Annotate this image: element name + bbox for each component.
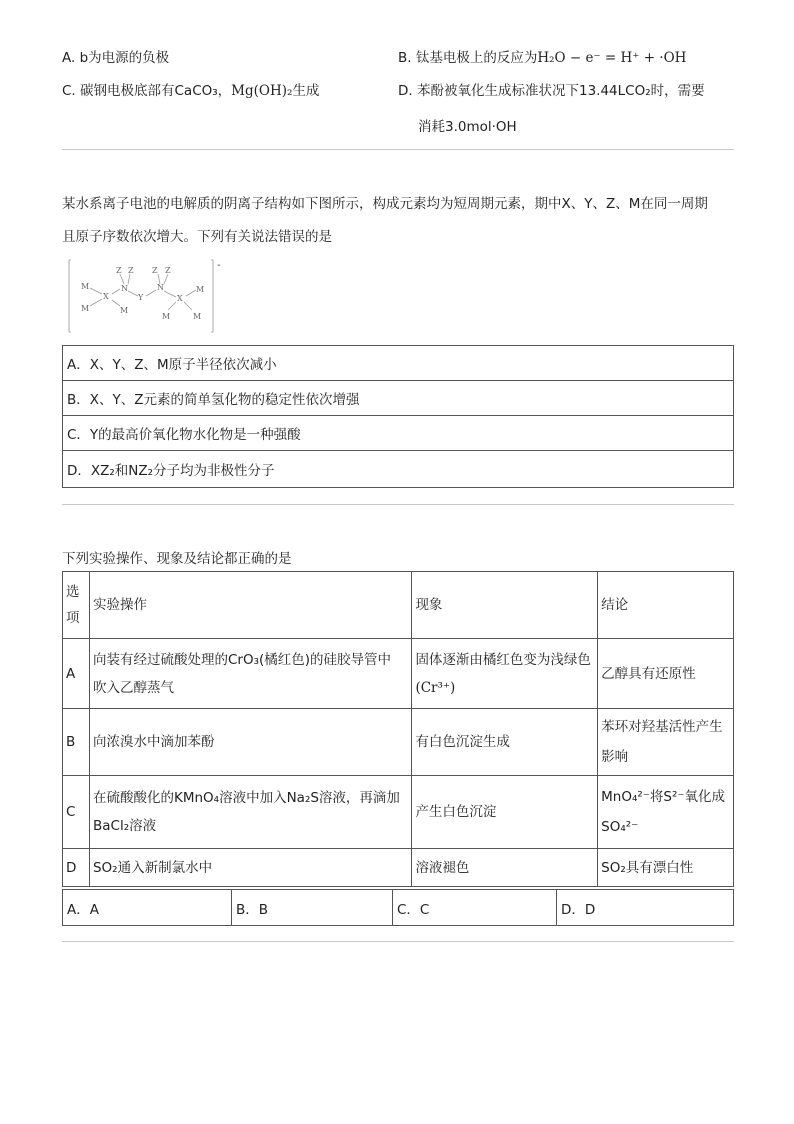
atom-x2: X bbox=[177, 294, 183, 303]
q3-option-c[interactable]: C．C bbox=[393, 890, 557, 925]
row-b-phenomenon: 有白色沉淀生成 bbox=[412, 709, 598, 776]
atom-z3: Z bbox=[152, 266, 158, 275]
atom-n2: N bbox=[157, 283, 164, 292]
row-a-option: A bbox=[63, 639, 90, 709]
atom-z2: Z bbox=[128, 266, 134, 275]
table-row bbox=[63, 709, 734, 776]
q1-option-b bbox=[398, 46, 686, 66]
row-a-phenomenon bbox=[412, 639, 598, 709]
q3-stem: 下列实验操作、现象及结论都正确的是 bbox=[62, 551, 292, 567]
q1-option-c bbox=[62, 79, 319, 99]
table-row bbox=[63, 849, 734, 887]
atom-m3: M bbox=[196, 285, 205, 294]
row-c-conclusion: MnO₄²⁻将S²⁻氧化成SO₄²⁻ bbox=[598, 776, 734, 849]
row-b-operation: 向浓溴水中滴加苯酚 bbox=[89, 709, 411, 776]
row-c-operation-line2: BaCl₂溶液 bbox=[92, 818, 157, 834]
q1-option-a: A. b为电源的负极 bbox=[62, 50, 170, 66]
header-option: 选项 bbox=[63, 572, 90, 639]
atom-m1: M bbox=[81, 282, 90, 291]
q3-options-row bbox=[62, 889, 734, 926]
header-operation: 实验操作 bbox=[89, 572, 411, 639]
q1-option-d-line2: 消耗3.0mol·OH bbox=[418, 119, 517, 135]
atom-x1: X bbox=[103, 292, 109, 301]
q1-option-b-formula: H₂O − e⁻ = H⁺ + ·OH bbox=[537, 50, 687, 66]
q2-stem-line2: 且原子序数依次增大。下列有关说法错误的是 bbox=[62, 229, 332, 245]
q2-option-d[interactable]: D．XZ₂和NZ₂分子均为非极性分子 bbox=[62, 450, 734, 488]
divider-2 bbox=[62, 504, 734, 505]
atom-m2: M bbox=[81, 304, 90, 313]
q2-option-b[interactable]: B．X、Y、Z元素的简单氢化物的稳定性依次增强 bbox=[62, 380, 734, 416]
row-d-phenomenon: 溶液褪色 bbox=[412, 849, 598, 887]
experiment-table bbox=[62, 571, 734, 887]
q3-option-b[interactable]: B．B bbox=[232, 890, 393, 925]
divider-1 bbox=[62, 149, 734, 150]
row-a-operation-line1: 向装有经过硫酸处理的CrO₃(橘红色)的硅胶导管中 bbox=[92, 651, 392, 668]
row-b-option: B bbox=[63, 709, 90, 776]
atom-m5: M bbox=[162, 312, 171, 321]
anion-structure-diagram bbox=[68, 256, 228, 336]
anion-charge: - bbox=[217, 260, 221, 271]
atom-z4: Z bbox=[165, 266, 171, 275]
q1-option-c-formula: Mg(OH)₂ bbox=[231, 83, 293, 99]
q2-option-c[interactable]: C．Y的最高价氧化物水化物是一种强酸 bbox=[62, 415, 734, 451]
atom-y: Y bbox=[138, 293, 144, 302]
row-d-option: D bbox=[63, 849, 90, 887]
row-c-phenomenon: 产生白色沉淀 bbox=[412, 776, 598, 849]
header-conclusion: 结论 bbox=[598, 572, 734, 639]
q1-option-c-suffix: 生成 bbox=[292, 83, 320, 99]
divider-3 bbox=[62, 941, 734, 942]
row-b-conclusion: 苯环对羟基活性产生影响 bbox=[598, 709, 734, 776]
row-d-conclusion: SO₂具有漂白性 bbox=[598, 849, 734, 887]
row-c-operation bbox=[89, 776, 411, 849]
q1-option-d-line1: D. 苯酚被氧化生成标准状况下13.44LCO₂时，需要 bbox=[398, 83, 705, 99]
row-a-phenomenon-line1: 固体逐渐由橘红色变为浅绿色 bbox=[415, 651, 591, 668]
table-row bbox=[63, 776, 734, 849]
atom-m4: M bbox=[193, 312, 202, 321]
atom-z1: Z bbox=[116, 266, 122, 275]
row-c-option: C bbox=[63, 776, 90, 849]
q1-option-b-text: B. 钛基电极上的反应为 bbox=[398, 50, 538, 66]
table-row bbox=[63, 639, 734, 709]
q1-option-c-text: C. 碳钢电极底部有CaCO₃， bbox=[62, 83, 232, 99]
row-a-phenomenon-line2: (Cr³⁺) bbox=[415, 679, 456, 696]
row-c-operation-line1: 在硫酸酸化的KMnO₄溶液中加入Na₂S溶液，再滴加 bbox=[92, 790, 400, 806]
header-phenomenon: 现象 bbox=[412, 572, 598, 639]
q3-option-d[interactable]: D．D bbox=[561, 901, 596, 918]
atom-n1: N bbox=[121, 284, 128, 293]
row-a-operation bbox=[89, 639, 411, 709]
row-a-conclusion: 乙醇具有还原性 bbox=[598, 639, 734, 709]
row-a-operation-line2: 吹入乙醇蒸气 bbox=[92, 679, 174, 696]
row-d-operation: SO₂通入新制氯水中 bbox=[89, 849, 411, 887]
atom-m6: M bbox=[120, 306, 129, 315]
q3-option-a[interactable]: A．A bbox=[63, 890, 232, 925]
table-header-row bbox=[63, 572, 734, 639]
q2-option-a[interactable]: A．X、Y、Z、M原子半径依次减小 bbox=[62, 345, 734, 381]
q2-stem-line1: 某水系离子电池的电解质的阴离子结构如下图所示，构成元素均为短周期元素，期中X、Y、Z、M在同一周期 bbox=[62, 196, 708, 212]
